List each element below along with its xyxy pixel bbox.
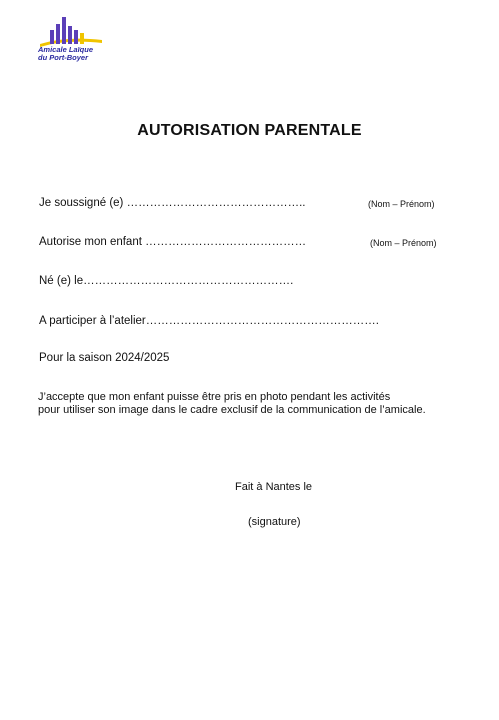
place-date-line[interactable]: Fait à Nantes le xyxy=(235,481,313,493)
logo-text-line2: du Port-Boyer xyxy=(38,53,89,62)
logo-text-line1: Amicale Laïque xyxy=(38,45,94,54)
consent-line-2: pour utiliser son image dans le cadre exclusif de la communication de l’amicale. xyxy=(38,404,426,416)
field-date-naissance[interactable]: Né (e) le………………………………………………. xyxy=(39,275,294,287)
amicale-logo xyxy=(36,14,116,64)
signature-field[interactable]: (signature) xyxy=(248,516,301,528)
field-soussigne[interactable]: Je soussigné (e) ……………………………………….. xyxy=(39,197,306,209)
text-saison: Pour la saison 2024/2025 xyxy=(39,352,170,364)
hint-nom-prenom-1: (Nom – Prénom) xyxy=(368,199,435,209)
consent-line-1: J’accepte que mon enfant puisse être pris en photo pendant les activités xyxy=(38,391,391,403)
field-atelier[interactable]: A participer à l’atelier……………………………………………………. xyxy=(39,315,379,327)
document-title: AUTORISATION PARENTALE xyxy=(137,122,362,139)
field-enfant[interactable]: Autorise mon enfant …………………………………… xyxy=(39,236,307,248)
hint-nom-prenom-2: (Nom – Prénom) xyxy=(370,238,437,248)
